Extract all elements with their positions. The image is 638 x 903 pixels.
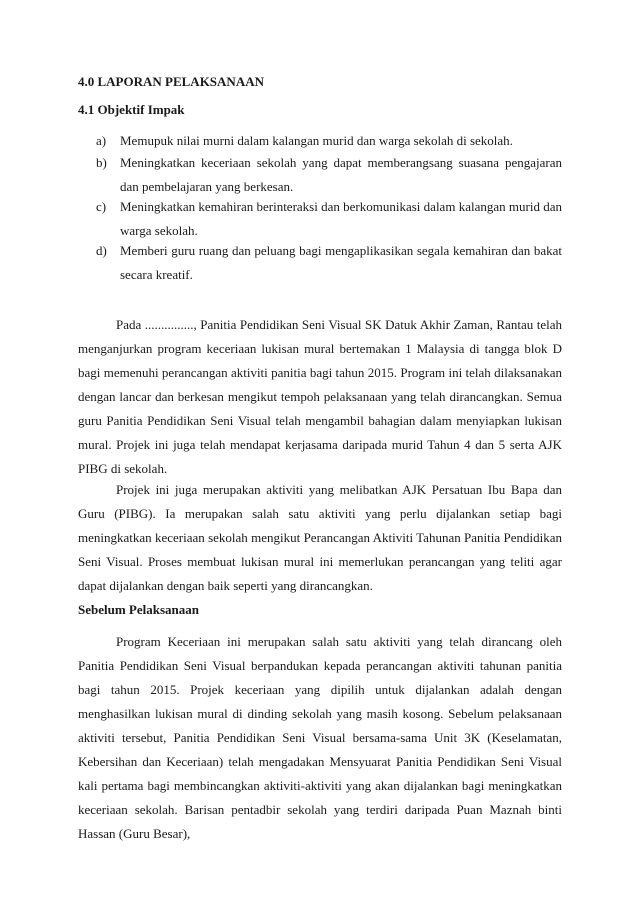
objective-text: Memupuk nilai murni dalam kalangan murid dan warga sekolah di sekolah.: [120, 133, 513, 148]
objective-text: Meningkatkan keceriaan sekolah yang dapat memberangsang suasana pengajaran dan pembelajaran yang berkesan.: [120, 155, 562, 194]
sub-heading: 4.1 Objektif Impak: [78, 102, 185, 117]
objective-text: Memberi guru ruang dan peluang bagi mengaplikasikan segala kemahiran dan bakat secara kreatif.: [120, 243, 562, 282]
objective-label: b): [96, 155, 107, 170]
paragraph-1: Pada ..............., Panitia Pendidikan Seni Visual SK Datuk Akhir Zaman, Rantau telah menganjurkan program keceriaan lukisan mural bertemakan 1 Malaysia di tangga blok D bagi memenuhi perancangan aktiviti panitia bagi tahun 2015. Program ini telah dilaksanakan dengan lancar dan berkesan mengikut tempoh pelaksanaan yang telah dirancangkan. Semua guru Panitia Pendidikan Seni Visual telah mengambil bahagian dalam menyiapkan lukisan mural. Projek ini juga telah mendapat kerjasama daripada murid Tahun 4 dan 5 serta AJK PIBG di sekolah.: [78, 317, 562, 476]
objective-item-c: [96, 195, 562, 243]
objective-label: a): [96, 133, 107, 148]
section-heading: 4.0 LAPORAN PELAKSANAAN: [78, 74, 264, 89]
objective-text: Meningkatkan kemahiran berinteraksi dan berkomunikasi dalam kalangan murid dan warga sekolah.: [120, 199, 562, 238]
objective-item-b: [96, 151, 562, 199]
objective-item-d: [96, 239, 562, 287]
objective-label: d): [96, 243, 107, 258]
sebelum-paragraph: Program Keceriaan ini merupakan salah satu aktiviti yang telah dirancang oleh Panitia Pendidikan Seni Visual berpandukan kepada perancangan aktiviti tahunan panitia bagi tahun 2015. Projek keceriaan yang dipilih untuk dijalankan adalah dengan menghasilkan lukisan mural di dinding sekolah yang masih kosong. Sebelum pelaksanaan aktiviti tersebut, Panitia Pendidikan Seni Visual bersama-sama Unit 3K (Keselamatan, Kebersihan dan Keceriaan) telah mengadakan Mensyuarat Panitia Pendidikan Seni Visual kali pertama bagi membincangkan aktiviti-aktiviti yang akan dijalankan bagi meningkatkan keceriaan sekolah. Barisan pentadbir sekolah yang terdiri daripada Puan Maznah binti Hassan (Guru Besar),: [78, 634, 562, 841]
objective-label: c): [96, 199, 107, 214]
objective-item-a: [96, 129, 562, 153]
sebelum-heading: Sebelum Pelaksanaan: [78, 602, 199, 617]
paragraph-2: Projek ini juga merupakan aktiviti yang melibatkan AJK Persatuan Ibu Bapa dan Guru (PIBG). Ia merupakan salah satu aktiviti yang perlu dijalankan setiap bagi meningkatkan keceriaan sekolah mengikut Perancangan Aktiviti Tahunan Panitia Pendidikan Seni Visual. Proses membuat lukisan mural ini memerlukan perancangan yang teliti agar dapat dijalankan dengan baik seperti yang dirancangkan.: [78, 482, 562, 593]
